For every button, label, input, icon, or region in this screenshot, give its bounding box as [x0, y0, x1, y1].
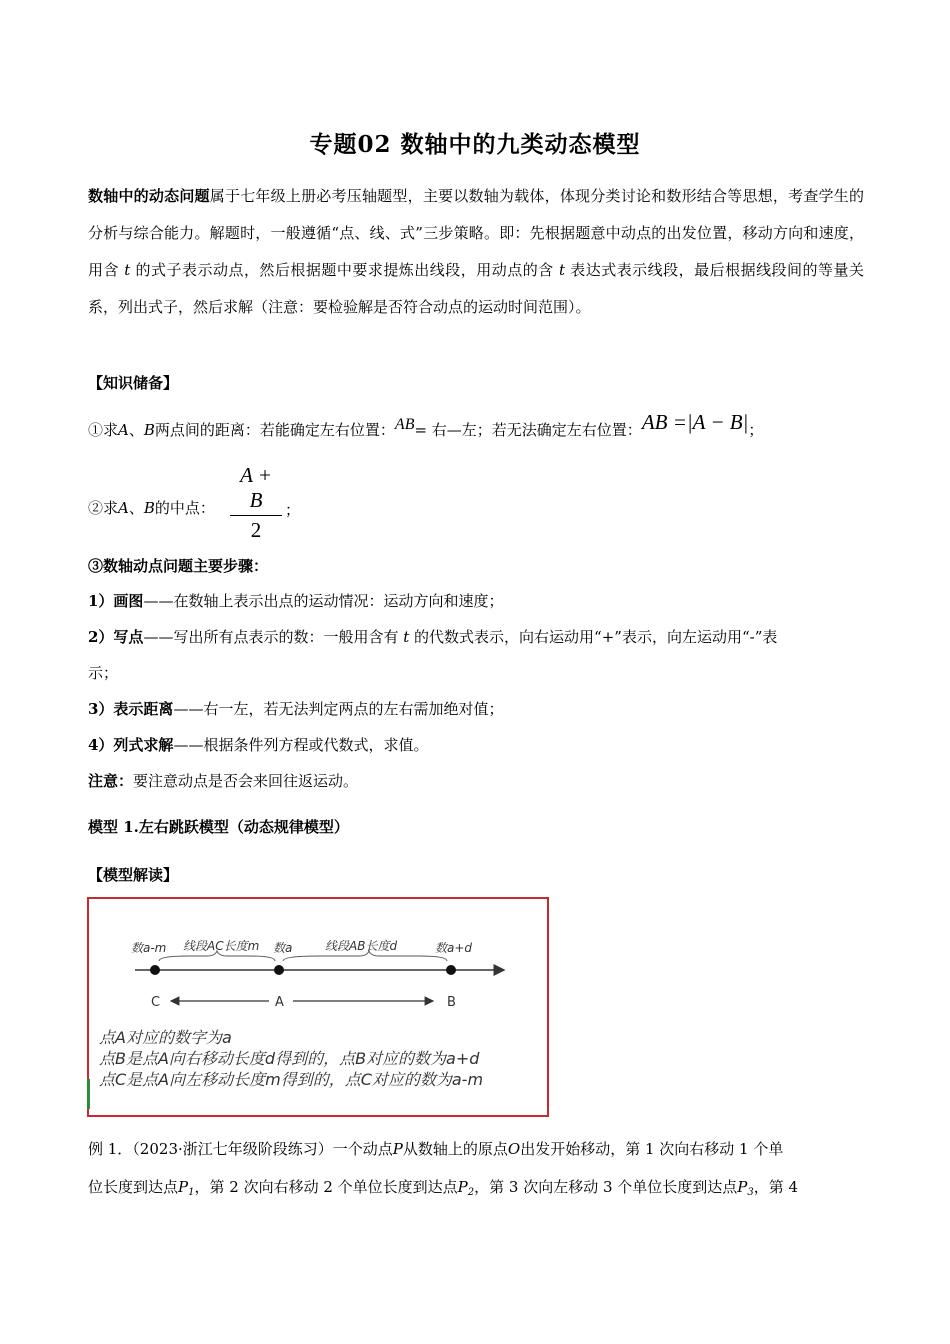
page-title: 专题02 数轴中的九类动态模型 [309, 131, 641, 158]
label-a-plus-d: 数a+d [435, 941, 473, 955]
intro-bold-term: 数轴中的动态问题 [88, 187, 210, 205]
intro-text-3: 表达式表示线段，最后根据线段间的等量关系，列出式子，然后求解（注意：要检验解是否符合动点的运动时间范围）。 [88, 261, 864, 316]
number-line-figure [87, 897, 549, 1117]
figure-caption-2: 点B是点A向右移动长度d得到的，点B对应的数为a+d [99, 1049, 480, 1068]
figure-caption-1: 点A对应的数字为a [99, 1028, 232, 1047]
label-ab-length: 线段AB长度d [325, 939, 398, 953]
midpoint-fraction: $\frac{A + B}{2}$ [230, 463, 282, 543]
point-b-label: B [447, 995, 456, 1010]
knowledge-item-1: ①求A、B两点间的距离：若能确定左右位置：AB= 右—左；若无法确定左右位置：AB =|A − B|； [88, 410, 764, 439]
label-a-minus-m: 数a-m [131, 941, 167, 955]
step-2: 2）写点——写出所有点表示的数：一般用含有 t 的代数式表示，向右运动用“+”表示，向左运动用“-”表 [88, 628, 778, 646]
label-a: 数a [273, 941, 293, 955]
point-c-label: C [151, 995, 161, 1010]
point-a-label: A [275, 995, 284, 1010]
model-reading-heading: 【模型解读】 [88, 866, 179, 884]
intro-text-2: 的式子表示动点，然后根据题中要求提炼出线段，用动点的含 [135, 261, 554, 279]
steps-heading: ③数轴动点问题主要步骤： [88, 557, 269, 575]
knowledge-item-2: ②求A、B的中点： [88, 499, 215, 517]
step-1: 1）画图——在数轴上表示出点的运动情况：运动方向和速度； [88, 592, 504, 610]
var-t: t [558, 261, 565, 279]
label-ac-length: 线段AC长度m [183, 939, 260, 953]
document-page: 专题02 数轴中的九类动态模型 数轴中的动态问题属于七年级上册必考压轴题型，主要以数轴为载体，体现分类讨论和数形结合等思想，考查学生的分析与综合能力。解题时，一般遵循“点、线、式”三步策略。即：先根据题意中动点的出发位置，移动方向和速度，用含 t 的式子表示动点，然后根据题中要求提炼出线段，用动点的含 t 表达式表示线段，最后根据线段间的等量关系，列出式子，然后求解（注意：要检验解是否符合动点的运动时间范围）。 【知识储备】 ①求A、B两点间的距离：若能确定左右位置：AB= 右—左；若无法确定左右位置：AB =|A − B|； ②求A、B的中点： $\frac{A + B}{2}$ ； ③数轴动点问题主要步骤： 1）画图——在数轴上表示出点的运动情况：运动方向和速度； 2）写点——写出所有点表示的数：一般用含有 t 的代数式表示，向右运动用“+”表示，向左运动用“-”表 示； 3）表示距离——右一左，若无法判定两点的左右需加绝对值； 4）列式求解——根据条件列方程或代数式，求值。 注意：要注意动点是否会来回往返运动。 模型 1.左右跳跃模型（动态规律模型） 【模型解读】 数a-m 线段AC长度m 数a 线段AB长度d 数a+d C A B 点A对应的数字为a 点B是点A向右移动长度d得到的，点B对应的数为a+d 点C是点A向左移动长度m得到的，点C对应的数为a-m 例 1．（2023·浙江七年级阶段练习）一个动点P从数轴上的原点O出发开始移动，第 1 次向右移动 1 个单 位长度到达点$P_1$，第 2 次向右移动 2 个单位长度到达点$P_2$，第 3 次向左移动 3 个单位长度到达点$P_3$，第 4 [0, 0, 950, 1344]
point-b-dot [446, 965, 456, 975]
formula-ab: AB [394, 416, 415, 433]
point-a-dot [274, 965, 284, 975]
example-line-1: 例 1．（2023·浙江七年级阶段练习）一个动点P从数轴上的原点O出发开始移动，第 1 次向右移动 1 个单 [88, 1140, 784, 1158]
note: 注意：要注意动点是否会来回往返运动。 [88, 772, 359, 790]
var-t: t [124, 261, 131, 279]
example-line-2: 位长度到达点$P_1$，第 2 次向右移动 2 个单位长度到达点$P_2$，第 3 次向左移动 3 个单位长度到达点$P_3$，第 4 [88, 1178, 799, 1198]
point-c-dot [150, 965, 160, 975]
formula-abs: AB =|A − B| [641, 410, 749, 434]
intro-text-1: 属于七年级上册必考压轴题型，主要以数轴为载体，体现分类讨论和数形结合等思想，考查学生的分析与综合能力。解题时，一般遵循“点、线、式”三步策略。即：先根据题意中动点的出发位置，移动方向和速度，用含 [88, 187, 864, 279]
step-2-wrap: 示； [88, 664, 119, 682]
intro-paragraph [88, 178, 864, 326]
step-3: 3）表示距离——右一左，若无法判定两点的左右需加绝对值； [88, 700, 504, 718]
model1-heading: 模型 1.左右跳跃模型（动态规律模型） [88, 818, 349, 836]
knowledge-heading: 【知识储备】 [88, 374, 179, 392]
step-4: 4）列式求解——根据条件列方程或代数式，求值。 [88, 736, 429, 754]
figure-caption-3: 点C是点A向左移动长度m得到的，点C对应的数为a-m [99, 1070, 484, 1089]
